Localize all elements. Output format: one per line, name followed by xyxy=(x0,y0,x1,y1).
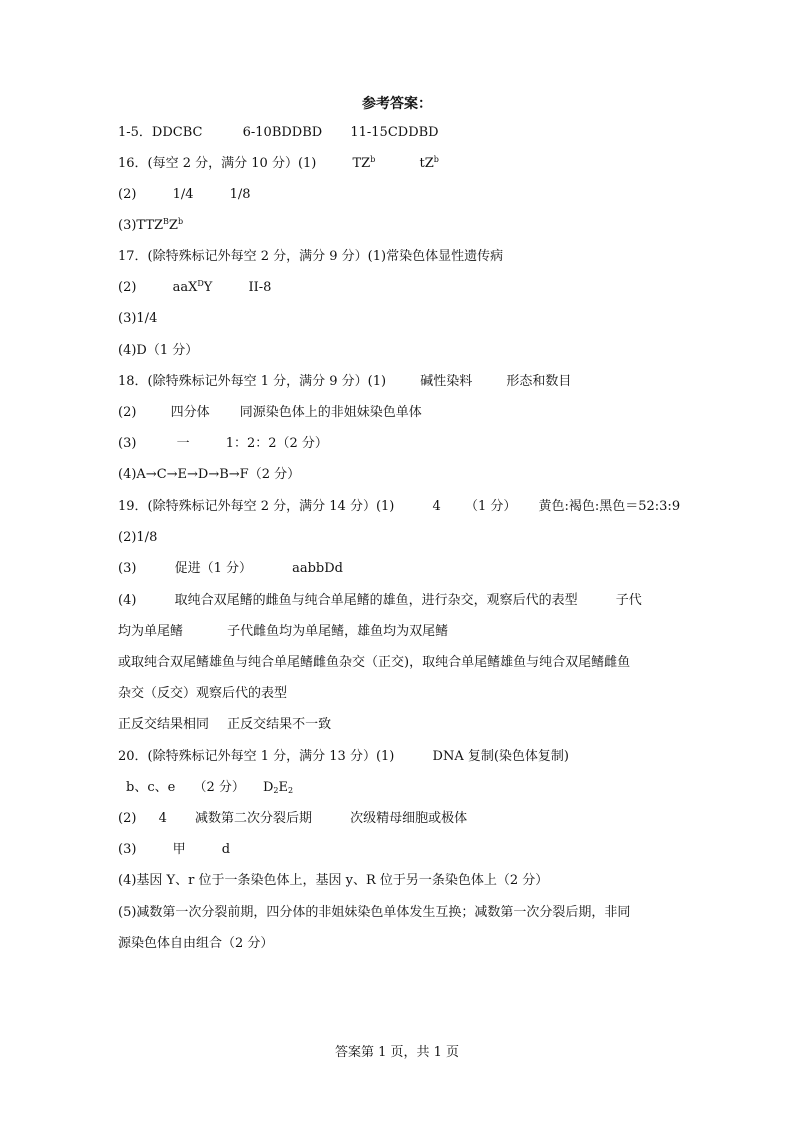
q18-part2 xyxy=(118,404,422,422)
q19-part4-line3: 或取纯合双尾鳍雄鱼与纯合单尾鳍雌鱼杂交（正交)，取纯合单尾鳍雄鱼与纯合双尾鳍雌鱼 xyxy=(118,655,631,670)
q19-part3-answer-a: 促进（1 分） xyxy=(174,561,252,576)
q20-answer-3: $D_2E_2$ xyxy=(262,780,294,795)
q17-part2 xyxy=(118,279,271,297)
q20-part3-answer-a: 甲 xyxy=(172,842,186,857)
q18-part3 xyxy=(118,435,328,453)
q19-part3-answer-b: aabbDd xyxy=(292,561,343,576)
q16-head: 16．(每空 2 分，满分 10 分）(1) xyxy=(118,156,317,171)
q17-part4: (4)D（1 分） xyxy=(118,343,199,358)
q19-part4-answer-e: 正反交结果不一致 xyxy=(227,717,332,732)
q16-part2-answer-a: 1/4 xyxy=(172,187,194,202)
q19-head-line xyxy=(118,498,680,516)
q16-part3: $(3)TTZ^BZ^b$ xyxy=(118,217,184,233)
q18-head: 18．(除特殊标记外每空 1 分，满分 9 分）(1) xyxy=(118,374,387,389)
part-number: (3) xyxy=(118,842,137,857)
q20-head-line xyxy=(118,748,569,766)
q17-part2-answer-a: aaX$^D$Y xyxy=(172,279,213,295)
q16-part2 xyxy=(118,186,251,204)
q20-answer-1: DNA 复制(染色体复制) xyxy=(432,749,569,764)
answer-11-15: 11-15CDDBD xyxy=(350,125,439,140)
q18-part3-answer-a: 一 xyxy=(176,436,190,451)
part-number: (3) xyxy=(118,561,137,576)
q16-head-line xyxy=(118,155,439,173)
part-number: (4) xyxy=(118,593,137,608)
answer-6-10: 6-10BDDBD xyxy=(242,125,323,140)
q19-part3 xyxy=(118,560,343,578)
q18-part4: (4)A→C→E→D→B→F（2 分） xyxy=(118,467,301,482)
q16-part2-answer-b: 1/8 xyxy=(229,187,251,202)
answer-1-5: 1-5．DDCBC xyxy=(118,125,203,140)
q19-part4-line2 xyxy=(118,623,448,641)
q16-answer-2: $tZ^b$ xyxy=(419,155,439,171)
q19-part4-answer-d: 正反交结果相同 xyxy=(118,717,210,732)
q19-part2: (2)1/8 xyxy=(118,530,158,545)
answer-line-1-15 xyxy=(118,124,439,142)
q18-head-line xyxy=(118,373,571,391)
q20-part5-line1: (5)减数第一次分裂前期，四分体的非姐妹染色单体发生互换；减数第一次分裂后期，非同 xyxy=(118,905,631,920)
q19-part4-answer-c: 子代雌鱼均为单尾鳍，雄鱼均为双尾鳍 xyxy=(227,624,449,639)
q18-answer-1: 碱性染料 xyxy=(420,374,473,389)
q18-part2-answer-a: 四分体 xyxy=(170,405,210,420)
q19-answer-2: 黄色:褐色:黑色＝52:3:9 xyxy=(538,499,681,514)
q19-answer-1: 4 xyxy=(432,499,441,514)
part-number: (2) xyxy=(118,405,137,420)
q20-part4: (4)基因 Y、r 位于一条染色体上，基因 y、R 位于另一条染色体上（2 分） xyxy=(118,873,549,888)
q18-part2-answer-b: 同源染色体上的非姐妹染色单体 xyxy=(239,405,422,420)
q20-part3 xyxy=(118,841,230,859)
part-number: (2) xyxy=(118,280,137,295)
q19-part4-line1 xyxy=(118,592,642,610)
q17-head: 17．(除特殊标记外每空 2 分，满分 9 分）(1)常染色体显性遗传病 xyxy=(118,249,504,264)
q20-part2-answer-c: 次级精母细胞或极体 xyxy=(350,811,468,826)
q18-part3-answer-b: 1：2：2（2 分） xyxy=(225,436,328,451)
q20-part3-answer-b: d xyxy=(221,842,231,857)
q19-answer-1-score: （1 分） xyxy=(464,499,517,514)
page-title: 参考答案： xyxy=(362,96,432,112)
q19-part4-answer-b-start: 子代 xyxy=(615,593,642,608)
q20-head: 20．(除特殊标记外每空 1 分，满分 13 分）(1) xyxy=(118,749,395,764)
q17-part2-answer-b: II-8 xyxy=(248,280,272,295)
q18-answer-2: 形态和数目 xyxy=(506,374,572,389)
q19-part4-line4: 杂交（反交）观察后代的表型 xyxy=(118,686,288,701)
q19-head: 19．(除特殊标记外每空 2 分，满分 14 分）(1) xyxy=(118,499,395,514)
q20-part5-line2: 源染色体自由组合（2 分） xyxy=(118,936,274,951)
q16-answer-1: $TZ^b$ xyxy=(352,155,376,171)
q20-part2-answer-a: 4 xyxy=(158,811,167,826)
q19-part4-line5 xyxy=(118,716,331,734)
q17-part3: (3)1/4 xyxy=(118,311,158,326)
q19-part4-answer-b-end: 均为单尾鳍 xyxy=(118,624,184,639)
q20-part2 xyxy=(118,810,467,828)
q19-part4-answer-a: 取纯合双尾鳍的雌鱼与纯合单尾鳍的雄鱼，进行杂交，观察后代的表型 xyxy=(174,593,578,608)
part-number: (2) xyxy=(118,811,137,826)
page-footer: 答案第 1 页，共 1 页 xyxy=(334,1045,460,1060)
part-number: (2) xyxy=(118,187,137,202)
q20-answer-2: b、c、e xyxy=(126,780,176,795)
q20-answer-2-score: （2 分） xyxy=(193,780,245,795)
q20-line2 xyxy=(120,779,293,797)
q20-part2-answer-b: 减数第二次分裂后期 xyxy=(194,811,312,826)
part-number: (3) xyxy=(118,436,137,451)
